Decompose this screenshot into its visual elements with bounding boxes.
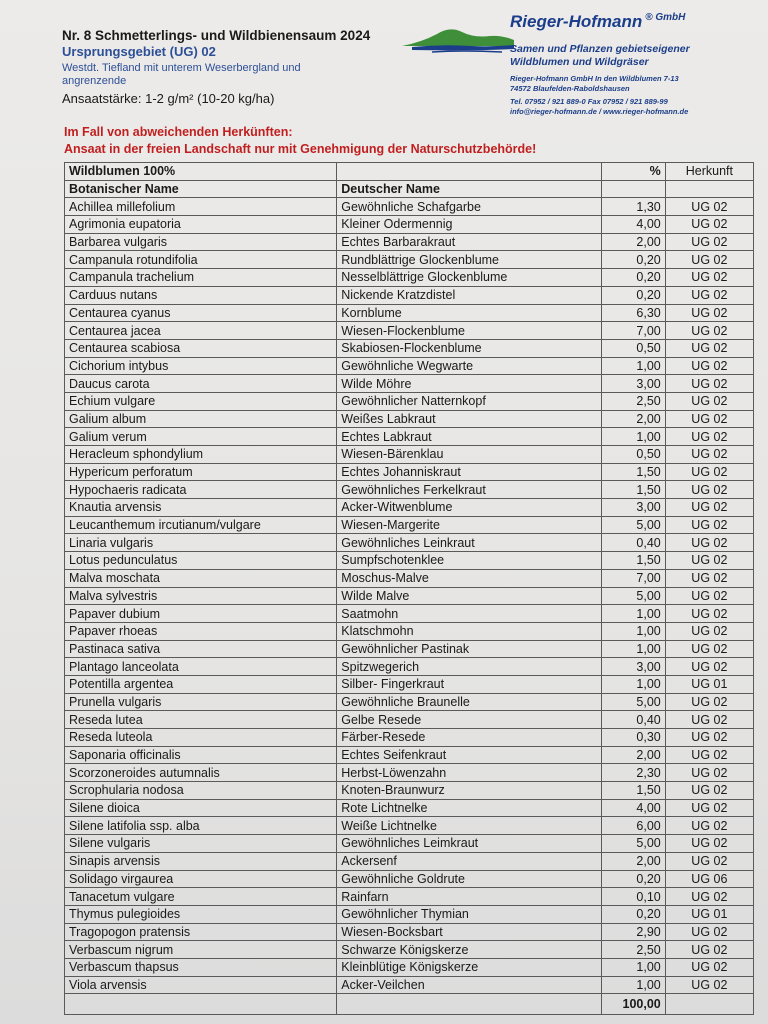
german-name-cell: Nesselblättrige Glockenblume — [337, 269, 602, 287]
german-name-cell: Gewöhnliche Schafgarbe — [337, 198, 602, 216]
german-name-cell: Wilde Möhre — [337, 375, 602, 393]
col-header-origin: Herkunft — [665, 163, 753, 181]
origin-cell: UG 02 — [665, 835, 753, 853]
german-name-cell: Rainfarn — [337, 888, 602, 906]
table-row — [65, 941, 754, 959]
botanical-name-cell: Tragopogon pratensis — [65, 923, 337, 941]
total-row — [65, 994, 754, 1015]
col-header-botanical: Botanischer Name — [65, 180, 337, 198]
origin-region-title: Ursprungsgebiet (UG) 02 — [62, 44, 216, 59]
species-table — [64, 162, 754, 1015]
percent-cell: 1,00 — [602, 622, 666, 640]
botanical-name-cell: Plantago lanceolata — [65, 658, 337, 676]
botanical-name-cell: Centaurea scabiosa — [65, 339, 337, 357]
botanical-name-cell: Viola arvensis — [65, 976, 337, 994]
german-name-cell: Weißes Labkraut — [337, 410, 602, 428]
botanical-name-cell: Malva moschata — [65, 569, 337, 587]
botanical-name-cell: Galium album — [65, 410, 337, 428]
percent-cell: 2,00 — [602, 410, 666, 428]
table-row — [65, 375, 754, 393]
table-row — [65, 499, 754, 517]
table-header-row — [65, 180, 754, 198]
origin-cell: UG 02 — [665, 622, 753, 640]
percent-cell: 2,50 — [602, 941, 666, 959]
percent-cell: 1,00 — [602, 428, 666, 446]
percent-cell: 0,20 — [602, 905, 666, 923]
table-row — [65, 675, 754, 693]
seeding-rate: Ansaatstärke: 1-2 g/m² (10-20 kg/ha) — [62, 91, 275, 106]
table-row — [65, 322, 754, 340]
german-name-cell: Saatmohn — [337, 605, 602, 623]
percent-cell: 0,50 — [602, 446, 666, 464]
origin-cell: UG 02 — [665, 216, 753, 234]
german-name-cell: Klatschmohn — [337, 622, 602, 640]
botanical-name-cell: Reseda lutea — [65, 711, 337, 729]
origin-cell: UG 02 — [665, 941, 753, 959]
origin-cell: UG 06 — [665, 870, 753, 888]
percent-cell: 1,00 — [602, 675, 666, 693]
table-row — [65, 233, 754, 251]
german-name-cell: Echtes Johanniskraut — [337, 463, 602, 481]
origin-cell: UG 02 — [665, 339, 753, 357]
botanical-name-cell: Echium vulgare — [65, 392, 337, 410]
origin-cell: UG 02 — [665, 198, 753, 216]
table-row — [65, 516, 754, 534]
german-name-cell: Gewöhnlicher Thymian — [337, 905, 602, 923]
origin-cell: UG 02 — [665, 605, 753, 623]
german-name-cell: Wilde Malve — [337, 587, 602, 605]
german-name-cell: Schwarze Königskerze — [337, 941, 602, 959]
botanical-name-cell: Centaurea cyanus — [65, 304, 337, 322]
german-name-cell: Skabiosen-Flockenblume — [337, 339, 602, 357]
table-row — [65, 622, 754, 640]
table-row — [65, 729, 754, 747]
origin-cell: UG 02 — [665, 711, 753, 729]
table-row — [65, 269, 754, 287]
table-row — [65, 976, 754, 994]
table-row — [65, 286, 754, 304]
botanical-name-cell: Campanula rotundifolia — [65, 251, 337, 269]
botanical-name-cell: Sinapis arvensis — [65, 852, 337, 870]
origin-cell: UG 02 — [665, 499, 753, 517]
total-percent: 100,00 — [602, 994, 666, 1015]
percent-cell: 0,30 — [602, 729, 666, 747]
origin-cell: UG 02 — [665, 481, 753, 499]
percent-cell: 1,00 — [602, 958, 666, 976]
origin-cell: UG 02 — [665, 817, 753, 835]
botanical-name-cell: Agrimonia eupatoria — [65, 216, 337, 234]
origin-cell: UG 02 — [665, 269, 753, 287]
table-row — [65, 216, 754, 234]
table-row — [65, 410, 754, 428]
botanical-name-cell: Linaria vulgaris — [65, 534, 337, 552]
percent-cell: 1,50 — [602, 782, 666, 800]
german-name-cell: Rote Lichtnelke — [337, 799, 602, 817]
origin-cell: UG 02 — [665, 428, 753, 446]
german-name-cell: Gewöhnliches Leinkraut — [337, 534, 602, 552]
table-row — [65, 782, 754, 800]
botanical-name-cell: Carduus nutans — [65, 286, 337, 304]
german-name-cell: Wiesen-Flockenblume — [337, 322, 602, 340]
botanical-name-cell: Cichorium intybus — [65, 357, 337, 375]
table-row — [65, 888, 754, 906]
percent-cell: 0,20 — [602, 251, 666, 269]
table-row — [65, 658, 754, 676]
percent-cell: 1,50 — [602, 463, 666, 481]
german-name-cell: Kleinblütige Königskerze — [337, 958, 602, 976]
german-name-cell: Gewöhnlicher Pastinak — [337, 640, 602, 658]
origin-cell: UG 02 — [665, 286, 753, 304]
botanical-name-cell: Hypochaeris radicata — [65, 481, 337, 499]
table-row — [65, 198, 754, 216]
table-row — [65, 446, 754, 464]
origin-cell: UG 02 — [665, 764, 753, 782]
percent-cell: 2,00 — [602, 746, 666, 764]
table-row — [65, 605, 754, 623]
botanical-name-cell: Hypericum perforatum — [65, 463, 337, 481]
botanical-name-cell: Papaver rhoeas — [65, 622, 337, 640]
botanical-name-cell: Solidago virgaurea — [65, 870, 337, 888]
region-description: Westdt. Tiefland mit unterem Weserbergland und angrenzende — [62, 62, 301, 87]
percent-cell: 0,20 — [602, 286, 666, 304]
botanical-name-cell: Silene latifolia ssp. alba — [65, 817, 337, 835]
origin-cell: UG 02 — [665, 569, 753, 587]
origin-cell: UG 02 — [665, 392, 753, 410]
botanical-name-cell: Verbascum nigrum — [65, 941, 337, 959]
german-name-cell: Gelbe Resede — [337, 711, 602, 729]
percent-cell: 1,00 — [602, 976, 666, 994]
origin-cell: UG 02 — [665, 357, 753, 375]
botanical-name-cell: Daucus carota — [65, 375, 337, 393]
botanical-name-cell: Verbascum thapsus — [65, 958, 337, 976]
col-header-percent: % — [602, 163, 666, 181]
company-logo-block — [402, 10, 752, 120]
table-row — [65, 817, 754, 835]
german-name-cell: Färber-Resede — [337, 729, 602, 747]
table-row — [65, 251, 754, 269]
table-row — [65, 958, 754, 976]
table-row — [65, 764, 754, 782]
percent-cell: 2,50 — [602, 392, 666, 410]
german-name-cell: Gewöhnliche Braunelle — [337, 693, 602, 711]
origin-cell: UG 02 — [665, 658, 753, 676]
botanical-name-cell: Thymus pulegioides — [65, 905, 337, 923]
origin-cell: UG 02 — [665, 888, 753, 906]
percent-cell: 3,00 — [602, 375, 666, 393]
german-name-cell: Wiesen-Bocksbart — [337, 923, 602, 941]
botanical-name-cell: Pastinaca sativa — [65, 640, 337, 658]
german-name-cell: Acker-Veilchen — [337, 976, 602, 994]
botanical-name-cell: Reseda luteola — [65, 729, 337, 747]
botanical-name-cell: Galium verum — [65, 428, 337, 446]
german-name-cell: Gewöhnliches Leimkraut — [337, 835, 602, 853]
origin-cell: UG 02 — [665, 251, 753, 269]
percent-cell: 5,00 — [602, 587, 666, 605]
botanical-name-cell: Silene vulgaris — [65, 835, 337, 853]
landscape-logo-icon — [402, 20, 514, 60]
origin-cell: UG 02 — [665, 516, 753, 534]
german-name-cell: Acker-Witwenblume — [337, 499, 602, 517]
german-name-cell: Gewöhnliche Goldrute — [337, 870, 602, 888]
origin-cell: UG 02 — [665, 640, 753, 658]
percent-cell: 2,30 — [602, 764, 666, 782]
table-row — [65, 339, 754, 357]
percent-cell: 1,00 — [602, 605, 666, 623]
percent-cell: 0,40 — [602, 534, 666, 552]
percent-cell: 1,30 — [602, 198, 666, 216]
table-row — [65, 569, 754, 587]
table-row — [65, 428, 754, 446]
german-name-cell: Gewöhnlicher Natternkopf — [337, 392, 602, 410]
german-name-cell: Echtes Seifenkraut — [337, 746, 602, 764]
german-name-cell: Echtes Labkraut — [337, 428, 602, 446]
table-row — [65, 304, 754, 322]
percent-cell: 4,00 — [602, 216, 666, 234]
german-name-cell: Ackersenf — [337, 852, 602, 870]
col-header-german: Deutscher Name — [337, 180, 602, 198]
origin-cell: UG 02 — [665, 534, 753, 552]
percent-cell: 0,20 — [602, 269, 666, 287]
botanical-name-cell: Campanula trachelium — [65, 269, 337, 287]
german-name-cell: Kleiner Odermennig — [337, 216, 602, 234]
origin-cell: UG 02 — [665, 587, 753, 605]
percent-cell: 2,90 — [602, 923, 666, 941]
botanical-name-cell: Scorzoneroides autumnalis — [65, 764, 337, 782]
percent-cell: 7,00 — [602, 569, 666, 587]
german-name-cell: Spitzwegerich — [337, 658, 602, 676]
table-row — [65, 587, 754, 605]
group-label: Wildblumen 100% — [65, 163, 337, 181]
german-name-cell: Knoten-Braunwurz — [337, 782, 602, 800]
table-row — [65, 746, 754, 764]
table-group-row — [65, 163, 754, 181]
origin-cell: UG 02 — [665, 375, 753, 393]
percent-cell: 7,00 — [602, 322, 666, 340]
table-row — [65, 905, 754, 923]
botanical-name-cell: Saponaria officinalis — [65, 746, 337, 764]
botanical-name-cell: Centaurea jacea — [65, 322, 337, 340]
percent-cell: 5,00 — [602, 693, 666, 711]
percent-cell: 0,50 — [602, 339, 666, 357]
percent-cell: 0,40 — [602, 711, 666, 729]
origin-cell: UG 02 — [665, 446, 753, 464]
percent-cell: 6,30 — [602, 304, 666, 322]
origin-cell: UG 02 — [665, 923, 753, 941]
botanical-name-cell: Barbarea vulgaris — [65, 233, 337, 251]
percent-cell: 1,50 — [602, 552, 666, 570]
botanical-name-cell: Potentilla argentea — [65, 675, 337, 693]
table-row — [65, 852, 754, 870]
percent-cell: 3,00 — [602, 499, 666, 517]
german-name-cell: Sumpfschotenklee — [337, 552, 602, 570]
botanical-name-cell: Silene dioica — [65, 799, 337, 817]
table-row — [65, 392, 754, 410]
percent-cell: 0,10 — [602, 888, 666, 906]
origin-cell: UG 02 — [665, 463, 753, 481]
botanical-name-cell: Prunella vulgaris — [65, 693, 337, 711]
botanical-name-cell: Leucanthemum ircutianum/vulgare — [65, 516, 337, 534]
table-row — [65, 640, 754, 658]
percent-cell: 5,00 — [602, 835, 666, 853]
table-row — [65, 693, 754, 711]
table-row — [65, 481, 754, 499]
origin-cell: UG 02 — [665, 552, 753, 570]
percent-cell: 2,00 — [602, 852, 666, 870]
origin-cell: UG 01 — [665, 675, 753, 693]
table-row — [65, 552, 754, 570]
origin-cell: UG 02 — [665, 693, 753, 711]
table-row — [65, 711, 754, 729]
percent-cell: 1,50 — [602, 481, 666, 499]
origin-cell: UG 02 — [665, 233, 753, 251]
percent-cell: 1,00 — [602, 640, 666, 658]
table-row — [65, 463, 754, 481]
origin-cell: UG 02 — [665, 958, 753, 976]
company-tagline: Samen und Pflanzen gebietseigener Wildblumen und Wildgräser — [510, 43, 690, 68]
german-name-cell: Wiesen-Margerite — [337, 516, 602, 534]
origin-cell: UG 02 — [665, 304, 753, 322]
german-name-cell: Weiße Lichtnelke — [337, 817, 602, 835]
header-block — [62, 28, 402, 107]
german-name-cell: Gewöhnliches Ferkelkraut — [337, 481, 602, 499]
botanical-name-cell: Papaver dubium — [65, 605, 337, 623]
origin-cell: UG 02 — [665, 746, 753, 764]
table-row — [65, 534, 754, 552]
origin-cell: UG 01 — [665, 905, 753, 923]
german-name-cell: Silber- Fingerkraut — [337, 675, 602, 693]
percent-cell: 4,00 — [602, 799, 666, 817]
german-name-cell: Wiesen-Bärenklau — [337, 446, 602, 464]
company-address: Rieger-Hofmann GmbH In den Wildblumen 7-13 74572 Blaufelden-Raboldshausen Tel. 07952 / 921 889-0 Fax 07952 / 921 889-99 info@rieger-hofmann.de / www.rieger-hofmann.de — [510, 74, 689, 116]
percent-cell: 2,00 — [602, 233, 666, 251]
company-name: Rieger-Hofmann $^{® GmbH}$ — [510, 12, 686, 31]
origin-cell: UG 02 — [665, 976, 753, 994]
percent-cell: 3,00 — [602, 658, 666, 676]
botanical-name-cell: Heracleum sphondylium — [65, 446, 337, 464]
origin-cell: UG 02 — [665, 799, 753, 817]
document-title: Nr. 8 Schmetterlings- und Wildbienensaum 2024 — [62, 28, 371, 43]
origin-cell: UG 02 — [665, 322, 753, 340]
botanical-name-cell: Knautia arvensis — [65, 499, 337, 517]
german-name-cell: Nickende Kratzdistel — [337, 286, 602, 304]
german-name-cell: Gewöhnliche Wegwarte — [337, 357, 602, 375]
botanical-name-cell: Lotus pedunculatus — [65, 552, 337, 570]
german-name-cell: Herbst-Löwenzahn — [337, 764, 602, 782]
origin-cell: UG 02 — [665, 852, 753, 870]
table-row — [65, 923, 754, 941]
german-name-cell: Moschus-Malve — [337, 569, 602, 587]
botanical-name-cell: Scrophularia nodosa — [65, 782, 337, 800]
german-name-cell: Rundblättrige Glockenblume — [337, 251, 602, 269]
german-name-cell: Kornblume — [337, 304, 602, 322]
percent-cell: 1,00 — [602, 357, 666, 375]
german-name-cell: Echtes Barbarakraut — [337, 233, 602, 251]
table-row — [65, 870, 754, 888]
botanical-name-cell: Malva sylvestris — [65, 587, 337, 605]
table-row — [65, 799, 754, 817]
origin-cell: UG 02 — [665, 782, 753, 800]
botanical-name-cell: Achillea millefolium — [65, 198, 337, 216]
origin-cell: UG 02 — [665, 410, 753, 428]
table-row — [65, 357, 754, 375]
percent-cell: 5,00 — [602, 516, 666, 534]
botanical-name-cell: Tanacetum vulgare — [65, 888, 337, 906]
origin-cell: UG 02 — [665, 729, 753, 747]
percent-cell: 0,20 — [602, 870, 666, 888]
table-row — [65, 835, 754, 853]
percent-cell: 6,00 — [602, 817, 666, 835]
warning-notice: Im Fall von abweichenden Herkünften: Ansaat in der freien Landschaft nur mit Genehmigung der Naturschutzbehörde! — [64, 125, 537, 156]
